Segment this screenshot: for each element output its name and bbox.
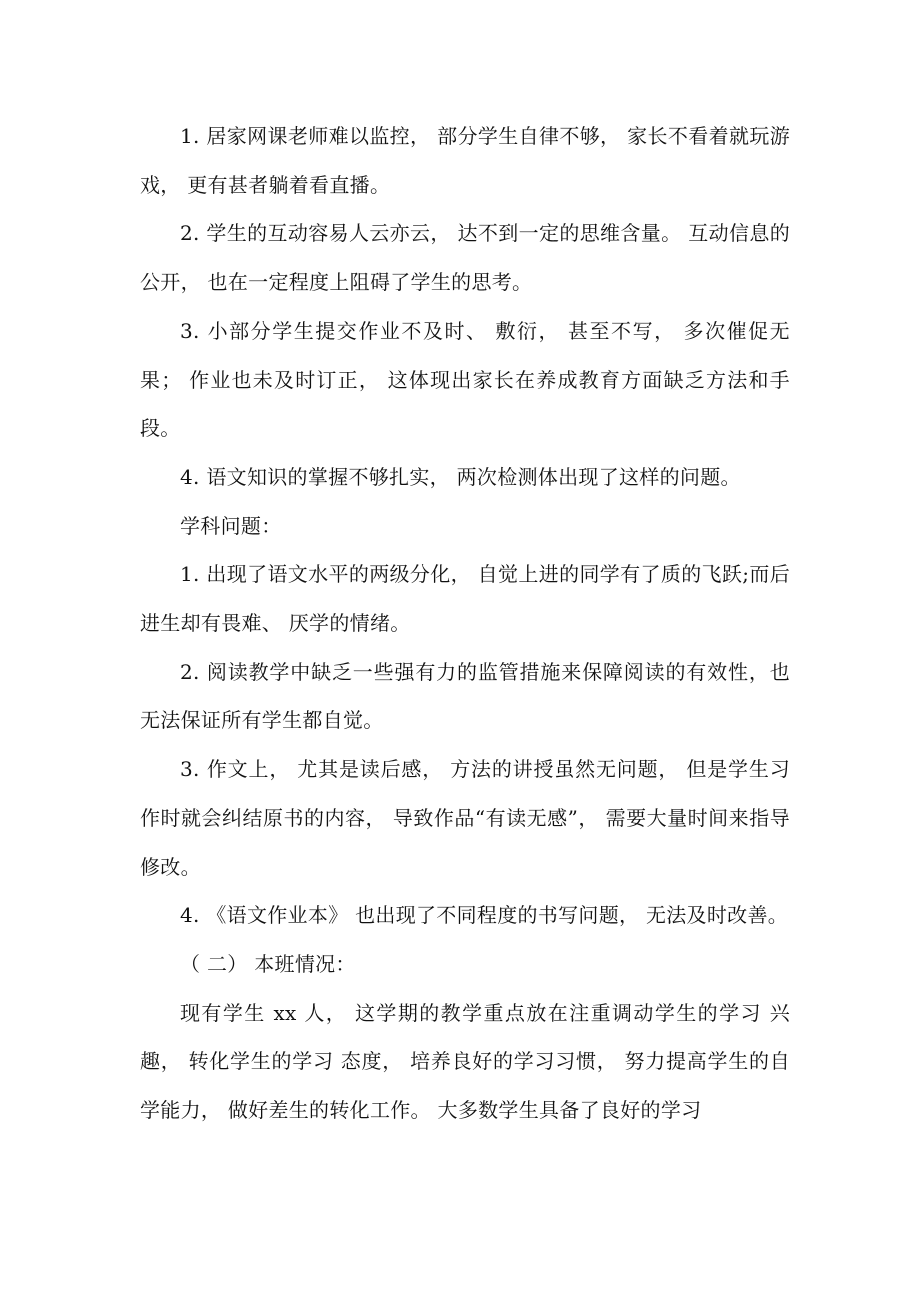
paragraph-5: 1. 出现了语文水平的两级分化， 自觉上进的同学有了质的飞跃;而后进生却有畏难、 厌学的情绪。 (140, 562, 790, 636)
paragraph-9: 现有学生 xx 人， 这学期的教学重点放在注重调动学生的学习 兴趣， 转化学生的学习 态度， 培养良好的学习习惯， 努力提高学生的自 学能力， 做好差生的转化工作。 大多数学生具备了良好的学习 (140, 1000, 790, 1123)
section-heading-class-situation: （ 二） 本班情况： (180, 951, 356, 976)
paragraph-1: 1. 居家网课老师难以监控， 部分学生自律不够， 家长不看着就玩游戏， 更有甚者躺着看直播。 (140, 124, 790, 197)
paragraph-7: 3. 作文上， 尤其是读后感， 方法的讲授虽然无问题， 但是学生习作时就会纠结原书的内容， 导致作品“有读无感”， 需要大量时间来指导修改。 (140, 757, 790, 879)
paragraph-3: 3. 小部分学生提交作业不及时、 敷衍， 甚至不写， 多次催促无果； 作业也未及时订正， 这体现出家长在养成教育方面缺乏方法和手段。 (140, 318, 790, 441)
paragraph-4: 4. 语文知识的掌握不够扎实， 两次检测体出现了这样的问题。 (180, 464, 741, 489)
paragraph-2: 2. 学生的互动容易人云亦云， 达不到一定的思维含量。 互动信息的公开， 也在一定程度上阻碍了学生的思考。 (140, 221, 790, 295)
document-body (140, 112, 790, 1135)
paragraph-8: 4. 《语文作业本》 也出现了不同程度的书写问题， 无法及时改善。 (180, 903, 789, 928)
paragraph-6: 2. 阅读教学中缺乏一些强有力的监管措施来保障阅读的有效性，也无法保证所有学生都自觉。 (140, 659, 790, 733)
section-heading-subject-issues: 学科问题： (180, 513, 282, 538)
